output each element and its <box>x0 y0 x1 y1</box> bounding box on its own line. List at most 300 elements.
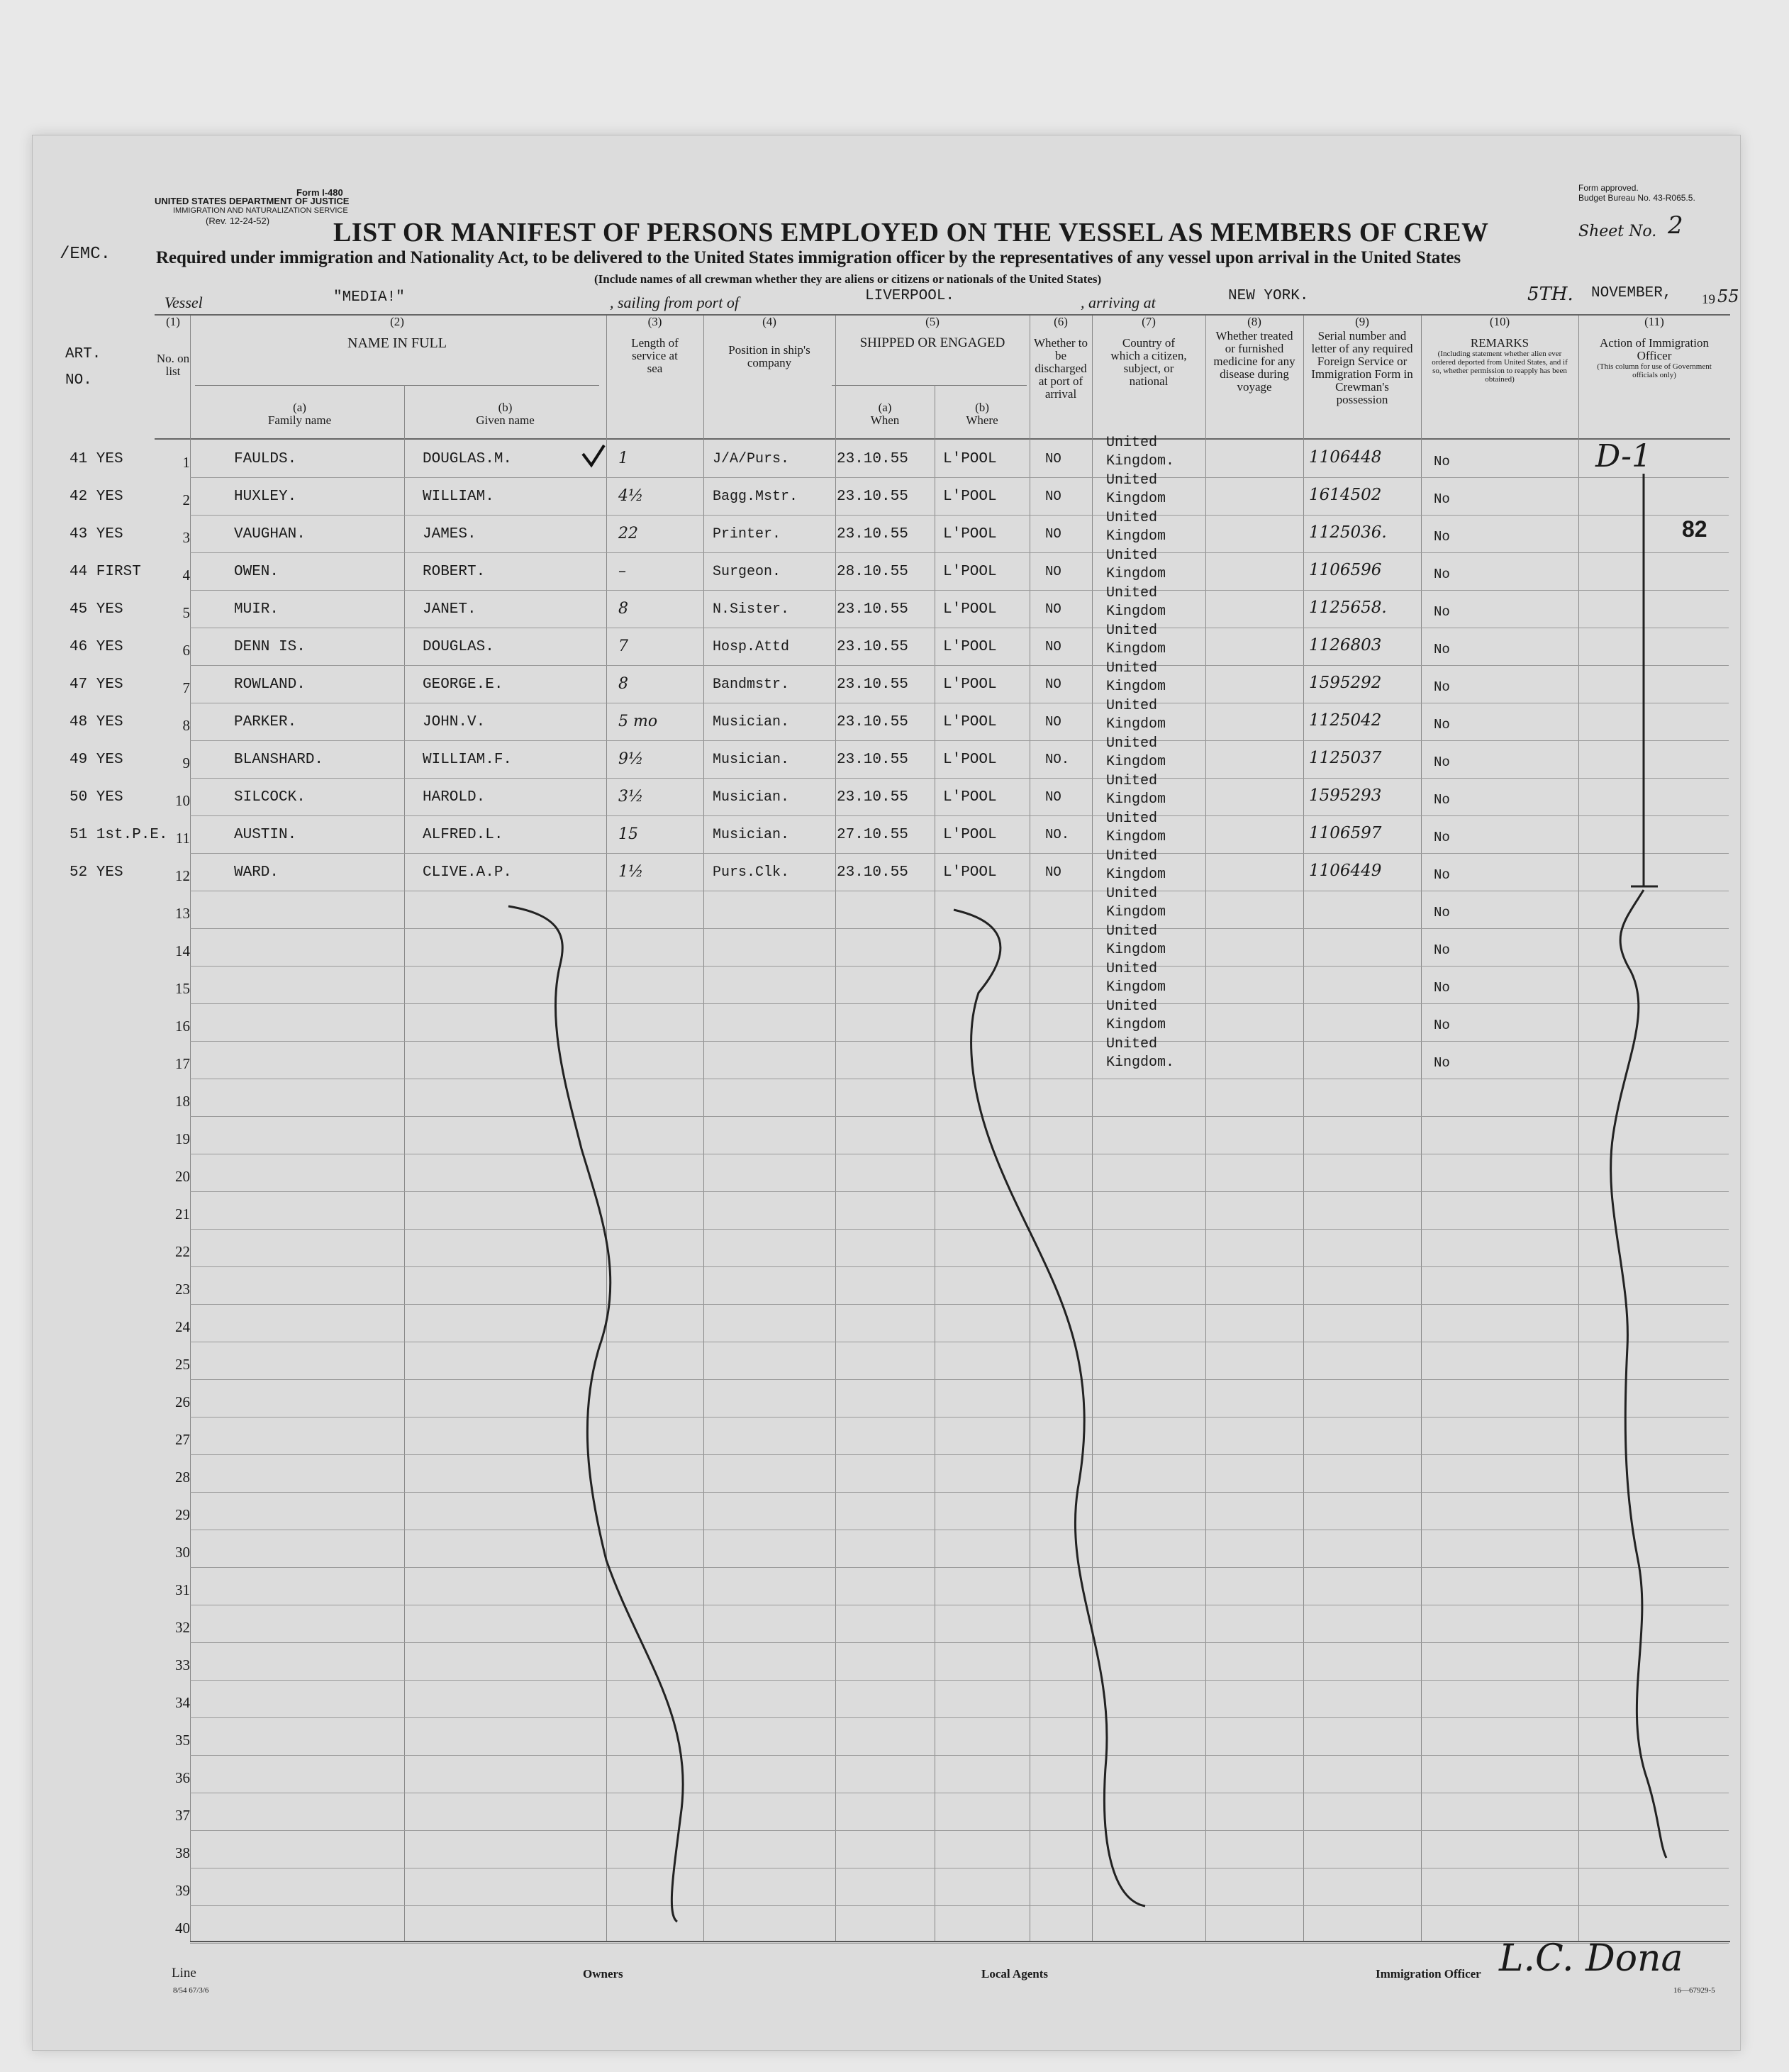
row-number: 15 <box>175 980 190 997</box>
col4-label: Position in ship's company <box>728 343 810 369</box>
col2a-label: (a) Family name <box>267 401 332 427</box>
row-rule <box>190 1830 1729 1831</box>
col8-header <box>1205 316 1303 394</box>
discharged: NO. <box>1045 752 1070 767</box>
row-number: 40 <box>175 1920 190 1937</box>
family-name: DENN IS. <box>234 639 306 655</box>
country: United Kingdom. <box>1106 1036 1175 1071</box>
sailing-port: LIVERPOOL. <box>865 288 955 304</box>
col1-number: (1) <box>166 315 180 328</box>
margin-art: ART. <box>65 346 101 362</box>
shipped-where: L'POOL <box>943 564 997 580</box>
row-number: 30 <box>175 1544 190 1561</box>
discharged: NO <box>1045 864 1061 880</box>
family-name: MUIR. <box>234 601 279 618</box>
col3-label: Length of service at sea <box>631 336 679 375</box>
discharged: NO <box>1045 676 1061 692</box>
shipped-where: L'POOL <box>943 827 997 843</box>
position: Bagg.Mstr. <box>713 489 798 505</box>
col2-number: (2) <box>390 315 404 328</box>
discharged: NO <box>1045 639 1061 655</box>
remarks: No <box>1434 905 1450 920</box>
col11-label: Action of Immigration Officer <box>1600 336 1709 362</box>
row-rule <box>190 665 1729 666</box>
shipped-where: L'POOL <box>943 639 997 655</box>
row-number: 22 <box>175 1243 190 1260</box>
row-rule <box>190 590 1729 591</box>
name-subheader-rule <box>195 385 599 386</box>
row-number: 38 <box>175 1844 190 1861</box>
country: United Kingdom <box>1106 698 1166 733</box>
shipped-when: 27.10.55 <box>837 827 908 843</box>
service-length: 1 <box>618 450 628 467</box>
serial-number: 1125042 <box>1309 711 1382 730</box>
col5b-label: (b) Where <box>966 401 998 427</box>
row-rule <box>190 1379 1729 1380</box>
row-number: 19 <box>175 1130 190 1147</box>
col4-number: (4) <box>762 315 776 328</box>
service-length: 22 <box>618 525 638 542</box>
family-name: PARKER. <box>234 714 297 730</box>
margin-status: 44 FIRST <box>69 564 141 580</box>
col5-number: (5) <box>925 315 940 328</box>
service-length: – <box>618 562 626 580</box>
shipped-when: 23.10.55 <box>837 676 908 693</box>
row-rule <box>190 778 1729 779</box>
col-divider <box>404 385 405 1941</box>
d1-annotation: D-1 <box>1595 438 1651 474</box>
country: United Kingdom <box>1106 886 1166 920</box>
family-name: BLANSHARD. <box>234 752 324 768</box>
family-name: AUSTIN. <box>234 827 297 843</box>
given-name: DOUGLAS.M. <box>423 451 513 467</box>
shipped-where: L'POOL <box>943 752 997 768</box>
form-number: Form I-480 <box>296 187 343 198</box>
remarks: No <box>1434 717 1450 733</box>
shipped-where: L'POOL <box>943 864 997 881</box>
margin-status: 52 YES <box>69 864 123 881</box>
arriving-label: , arriving at <box>1081 294 1156 311</box>
serial-number: 1106448 <box>1309 448 1382 467</box>
position: Purs.Clk. <box>713 864 790 881</box>
family-name: OWEN. <box>234 564 279 580</box>
row-rule <box>190 1304 1729 1305</box>
col2-header <box>195 316 599 350</box>
vessel-label: Vessel <box>165 294 203 311</box>
family-name: SILCOCK. <box>234 789 306 806</box>
col11-header <box>1578 316 1730 379</box>
discharged: NO <box>1045 526 1061 542</box>
row-number: 32 <box>175 1619 190 1636</box>
row-rule <box>190 966 1729 967</box>
row-rule <box>190 1116 1729 1117</box>
row-rule <box>190 1229 1729 1230</box>
family-name: HUXLEY. <box>234 489 297 505</box>
col8-label: Whether treated or furnished medicine for any disease during voyage <box>1213 329 1295 394</box>
remarks: No <box>1434 980 1450 996</box>
serial-number: 1106449 <box>1309 862 1382 880</box>
footer-local-agents: Local Agents <box>981 1967 1048 1981</box>
row-rule <box>190 1454 1729 1455</box>
arrival-year-prefix: 19 <box>1702 292 1715 307</box>
shipped-where: L'POOL <box>943 601 997 618</box>
discharged: NO <box>1045 789 1061 805</box>
discharged: NO <box>1045 564 1061 579</box>
margin-status: 43 YES <box>69 526 123 542</box>
service-length: 8 <box>618 675 628 693</box>
approval: Form approved. <box>1578 183 1639 193</box>
col7-label: Country of which a citizen, subject, or national <box>1110 336 1187 388</box>
col-divider <box>1205 316 1206 1941</box>
col11-number: (11) <box>1644 315 1664 328</box>
given-name: WILLIAM.F. <box>423 752 513 768</box>
row-number: 25 <box>175 1356 190 1373</box>
row-rule <box>190 1266 1729 1267</box>
given-name: CLIVE.A.P. <box>423 864 513 881</box>
row-number: 34 <box>175 1694 190 1711</box>
shipped-where: L'POOL <box>943 451 997 467</box>
row-rule <box>190 1191 1729 1192</box>
col6-label: Whether to be discharged at port of arrival <box>1034 336 1088 401</box>
col9-header <box>1303 316 1421 406</box>
col10-note: (Including statement whether alien ever ordered deported from United States, and if so, whether permission to reapply has been obtained) <box>1432 350 1568 384</box>
row-rule <box>190 1492 1729 1493</box>
shipped-when: 23.10.55 <box>837 714 908 730</box>
row-number: 39 <box>175 1882 190 1899</box>
position: Hosp.Attd <box>713 639 790 655</box>
family-name: ROWLAND. <box>234 676 306 693</box>
footer-immigration-officer: Immigration Officer <box>1376 1967 1481 1981</box>
footer-owners: Owners <box>583 1967 623 1981</box>
row-number: 23 <box>175 1281 190 1298</box>
col-divider <box>1421 316 1422 1941</box>
position: Musician. <box>713 714 790 730</box>
count-annotation: 82 <box>1682 516 1707 542</box>
serial-number: 1125036. <box>1309 523 1387 542</box>
row-number: 12 <box>175 867 190 884</box>
serial-number: 1595293 <box>1309 786 1382 805</box>
service: IMMIGRATION AND NATURALIZATION SERVICE <box>173 206 348 215</box>
country: United Kingdom <box>1106 923 1166 958</box>
col5a-header <box>835 389 935 427</box>
col11-note: (This column for use of Government officials only) <box>1597 362 1712 379</box>
shipped-when: 23.10.55 <box>837 489 908 505</box>
row-number: 8 <box>182 717 190 734</box>
sheet-number: 2 <box>1668 211 1683 240</box>
remarks: No <box>1434 754 1450 770</box>
row-number: 4 <box>182 567 190 584</box>
position: Musician. <box>713 752 790 768</box>
country: United Kingdom <box>1106 623 1166 657</box>
page-title: LIST OR MANIFEST OF PERSONS EMPLOYED ON THE VESSEL AS MEMBERS OF CREW <box>333 218 1489 247</box>
family-name: FAULDS. <box>234 451 297 467</box>
shipped-when: 23.10.55 <box>837 789 908 806</box>
col5-header <box>835 316 1030 350</box>
row-number: 17 <box>175 1055 190 1072</box>
margin-status: 47 YES <box>69 676 123 693</box>
col1-label: No. on list <box>156 352 190 378</box>
row-number: 14 <box>175 942 190 959</box>
row-number: 2 <box>182 491 190 508</box>
shipped-when: 23.10.55 <box>837 752 908 768</box>
remarks: No <box>1434 529 1450 545</box>
shipped-when: 23.10.55 <box>837 864 908 881</box>
col2a-header <box>195 389 404 427</box>
row-number: 35 <box>175 1732 190 1749</box>
row-number: 6 <box>182 642 190 659</box>
row-rule <box>190 1003 1729 1004</box>
country: United Kingdom. <box>1106 435 1175 469</box>
include-note: (Include names of all crewman whether they are aliens or citizens or nationals of the United States) <box>594 272 1102 286</box>
given-name: WILLIAM. <box>423 489 494 505</box>
col2b-label: (b) Given name <box>476 401 535 427</box>
remarks: No <box>1434 867 1450 883</box>
serial-number: 1614502 <box>1309 486 1382 504</box>
service-length: 1½ <box>618 863 644 881</box>
col9-number: (9) <box>1355 315 1369 328</box>
remarks: No <box>1434 454 1450 469</box>
officer-signature: L.C. Dona <box>1499 1937 1683 1980</box>
shipped-where: L'POOL <box>943 526 997 542</box>
row-number: 1 <box>182 454 190 471</box>
margin-emc: /EMC. <box>60 245 111 264</box>
col-divider <box>835 316 836 1941</box>
remarks: No <box>1434 679 1450 695</box>
serial-number: 1125037 <box>1309 749 1382 767</box>
row-rule <box>190 552 1729 553</box>
family-name: WARD. <box>234 864 279 881</box>
serial-number: 1106596 <box>1309 561 1382 579</box>
col6-header <box>1030 316 1092 401</box>
discharged: NO <box>1045 489 1061 504</box>
remarks: No <box>1434 642 1450 657</box>
shipped-when: 28.10.55 <box>837 564 908 580</box>
row-rule <box>190 1567 1729 1568</box>
row-number: 21 <box>175 1205 190 1222</box>
shipped-where: L'POOL <box>943 489 997 505</box>
row-number: 33 <box>175 1656 190 1673</box>
margin-status: 45 YES <box>69 601 123 618</box>
print-code-right: 16—67929-5 <box>1673 1986 1715 1995</box>
serial-number: 1106597 <box>1309 824 1382 842</box>
remarks: No <box>1434 491 1450 507</box>
position: Musician. <box>713 827 790 843</box>
row-number: 24 <box>175 1318 190 1335</box>
row-rule <box>190 853 1729 854</box>
col-divider <box>606 316 607 1941</box>
given-name: JAMES. <box>423 526 476 542</box>
row-number: 10 <box>175 792 190 809</box>
subtitle: Required under immigration and Nationality Act, to be delivered to the United States immigration officer by the representatives of any vessel upon arrival in the United States <box>156 248 1461 267</box>
row-rule <box>190 815 1729 816</box>
col2b-header <box>404 389 606 427</box>
country: United Kingdom <box>1106 735 1166 770</box>
shipped-where: L'POOL <box>943 789 997 806</box>
row-rule <box>190 1755 1729 1756</box>
row-number: 3 <box>182 529 190 546</box>
row-number: 36 <box>175 1769 190 1786</box>
row-number: 37 <box>175 1807 190 1824</box>
row-rule <box>190 1680 1729 1681</box>
shipped-when: 23.10.55 <box>837 526 908 542</box>
footer-line: Line <box>172 1966 196 1981</box>
serial-number: 1126803 <box>1309 636 1382 655</box>
position: J/A/Purs. <box>713 451 790 467</box>
row-rule <box>190 928 1729 929</box>
col7-number: (7) <box>1142 315 1156 328</box>
remarks: No <box>1434 830 1450 845</box>
margin-status: 41 YES <box>69 451 123 467</box>
row-number: 16 <box>175 1018 190 1035</box>
col-divider <box>1303 316 1304 1941</box>
position: Printer. <box>713 526 781 542</box>
given-name: DOUGLAS. <box>423 639 494 655</box>
country: United Kingdom <box>1106 547 1166 582</box>
revision: (Rev. 12-24-52) <box>206 216 270 226</box>
sheet-label: Sheet No. <box>1578 223 1657 240</box>
col-divider <box>190 316 191 1941</box>
col10-label: REMARKS <box>1470 336 1529 350</box>
row-number: 28 <box>175 1469 190 1486</box>
remarks: No <box>1434 942 1450 958</box>
row-rule <box>190 1041 1729 1042</box>
row-number: 26 <box>175 1393 190 1410</box>
col-divider <box>1092 316 1093 1941</box>
given-name: GEORGE.E. <box>423 676 503 693</box>
given-name: JOHN.V. <box>423 714 486 730</box>
arriving-port: NEW YORK. <box>1228 288 1309 304</box>
shipped-when: 23.10.55 <box>837 601 908 618</box>
department: UNITED STATES DEPARTMENT OF JUSTICE <box>155 196 350 206</box>
vessel-name: "MEDIA!" <box>333 289 405 306</box>
row-rule <box>190 477 1729 478</box>
remarks: No <box>1434 792 1450 808</box>
serial-number: 1125658. <box>1309 598 1387 617</box>
country: United Kingdom <box>1106 961 1166 996</box>
col3-number: (3) <box>647 315 662 328</box>
sailing-label: , sailing from port of <box>610 294 739 311</box>
col9-label: Serial number and letter of any required Foreign Service or Immigration Form in Crewman's possession <box>1311 329 1413 406</box>
row-rule <box>190 1905 1729 1906</box>
col5b-header <box>935 389 1030 427</box>
country: United Kingdom <box>1106 660 1166 695</box>
margin-status: 50 YES <box>69 789 123 806</box>
country: United Kingdom <box>1106 773 1166 808</box>
given-name: ROBERT. <box>423 564 486 580</box>
col5-label: SHIPPED OR ENGAGED <box>859 335 1005 350</box>
country: United Kingdom <box>1106 510 1166 545</box>
arrival-year: 55 <box>1717 286 1739 306</box>
country: United Kingdom <box>1106 998 1166 1033</box>
position: Bandmstr. <box>713 676 790 693</box>
col1-header <box>156 316 190 378</box>
col8-number: (8) <box>1247 315 1261 328</box>
col-divider <box>703 316 704 1941</box>
col10-header <box>1421 316 1578 384</box>
position: N.Sister. <box>713 601 790 618</box>
col5a-label: (a) When <box>870 401 900 427</box>
service-length: 9½ <box>618 750 644 768</box>
discharged: NO <box>1045 601 1061 617</box>
col10-number: (10) <box>1489 315 1510 328</box>
col6-number: (6) <box>1054 315 1068 328</box>
service-length: 7 <box>618 637 628 655</box>
shipped-where: L'POOL <box>943 714 997 730</box>
row-number: 9 <box>182 754 190 772</box>
serial-number: 1595292 <box>1309 674 1382 692</box>
col7-header <box>1092 316 1205 388</box>
row-rule <box>190 1943 1729 1944</box>
service-length: 5 mo <box>618 713 658 730</box>
position: Musician. <box>713 789 790 806</box>
row-number: 29 <box>175 1506 190 1523</box>
row-rule <box>190 740 1729 741</box>
row-number: 20 <box>175 1168 190 1185</box>
row-number: 7 <box>182 679 190 696</box>
remarks: No <box>1434 604 1450 620</box>
shipped-when: 23.10.55 <box>837 451 908 467</box>
service-length: 3½ <box>618 788 644 806</box>
margin-no: NO. <box>65 372 92 389</box>
arrival-month: NOVEMBER, <box>1591 285 1672 301</box>
margin-status: 51 1st.P.E. <box>69 827 168 843</box>
print-code-left: 8/54 67/3/6 <box>173 1986 209 1995</box>
country: United Kingdom <box>1106 472 1166 507</box>
row-rule <box>190 1717 1729 1718</box>
margin-status: 48 YES <box>69 714 123 730</box>
given-name: HAROLD. <box>423 789 486 806</box>
remarks: No <box>1434 1055 1450 1071</box>
row-number: 13 <box>175 905 190 922</box>
given-name: ALFRED.L. <box>423 827 503 843</box>
row-number: 27 <box>175 1431 190 1448</box>
remarks: No <box>1434 1018 1450 1033</box>
col2-label: NAME IN FULL <box>347 335 447 351</box>
col-divider <box>1578 316 1579 1941</box>
margin-status: 42 YES <box>69 489 123 505</box>
margin-status: 46 YES <box>69 639 123 655</box>
shipped-when: 23.10.55 <box>837 639 908 655</box>
row-rule <box>190 1642 1729 1643</box>
margin-status: 49 YES <box>69 752 123 768</box>
family-name: VAUGHAN. <box>234 526 306 542</box>
remarks: No <box>1434 567 1450 582</box>
discharged: NO <box>1045 714 1061 730</box>
col3-header <box>606 316 703 375</box>
position: Surgeon. <box>713 564 781 580</box>
shipped-where: L'POOL <box>943 676 997 693</box>
arrival-day: 5TH. <box>1527 284 1573 305</box>
header-rule <box>155 438 1730 440</box>
budget: Budget Bureau No. 43-R065.5. <box>1578 193 1695 203</box>
service-length: 4½ <box>618 487 644 505</box>
country: United Kingdom <box>1106 848 1166 883</box>
row-rule <box>190 515 1729 516</box>
row-number: 31 <box>175 1581 190 1598</box>
discharged: NO. <box>1045 827 1070 842</box>
given-name: JANET. <box>423 601 476 618</box>
row-number: 11 <box>175 830 190 847</box>
country: United Kingdom <box>1106 811 1166 845</box>
service-length: 15 <box>618 825 638 843</box>
country: United Kingdom <box>1106 585 1166 620</box>
row-number: 18 <box>175 1093 190 1110</box>
shipped-subheader-rule <box>832 385 1027 386</box>
row-number: 5 <box>182 604 190 621</box>
service-length: 8 <box>618 600 628 618</box>
discharged: NO <box>1045 451 1061 467</box>
col4-header <box>703 316 835 369</box>
